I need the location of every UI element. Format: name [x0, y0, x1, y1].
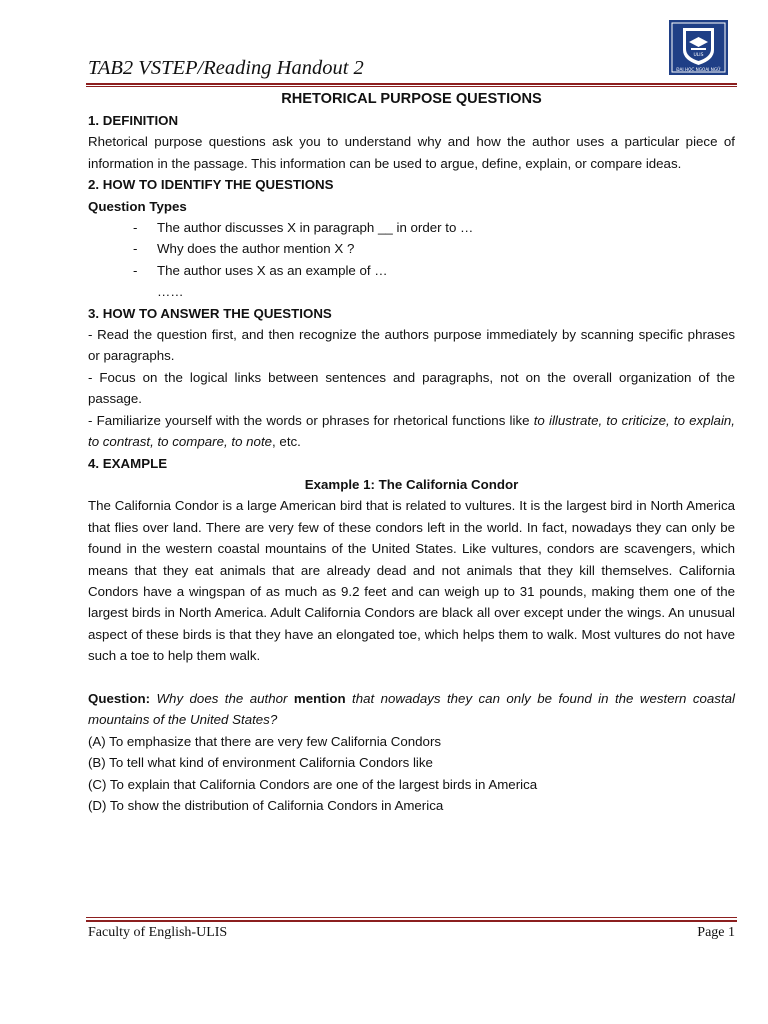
handout-content	[88, 88, 735, 816]
logo-text: ĐẠI HỌC NGOẠI NGỮ	[676, 67, 721, 72]
list-item: - Why does the author mention X ?	[133, 241, 355, 257]
answer-tip-1: - Read the question first, and then recognize the authors purpose immediately by scanning specific phrases or paragraphs.	[88, 327, 735, 364]
example-title: Example 1: The California Condor	[304, 476, 519, 492]
page-number: Page 1	[697, 925, 735, 940]
ulis-logo	[669, 20, 728, 75]
header-title: TAB2 VSTEP/Reading Handout 2	[88, 57, 364, 79]
question-types-heading: Question Types	[88, 198, 187, 214]
header-rule	[86, 83, 737, 85]
answer-option-a: (A) To emphasize that there are very few California Condors	[88, 733, 442, 749]
definition-heading: 1. DEFINITION	[88, 113, 179, 128]
document-title: RHETORICAL PURPOSE QUESTIONS	[281, 91, 542, 107]
example-heading: 4. EXAMPLE	[88, 455, 168, 471]
list-item: - The author discusses X in paragraph __ in order to …	[133, 220, 474, 236]
footer-left: Faculty of English-ULIS	[88, 925, 228, 940]
footer-rule	[86, 920, 737, 922]
definition-text: Rhetorical purpose questions ask you to understand why and how the author uses a particular piece of information in the passage. This information can be used to argue, define, explain, or compare ideas.	[88, 134, 735, 171]
answer-option-b: (B) To tell what kind of environment California Condors like	[88, 755, 433, 771]
answer-heading: 3. HOW TO ANSWER THE QUESTIONS	[88, 305, 332, 321]
example-question: Question: Why does the author mention that nowadays they can only be found in the western coastal mountains of the United States?	[88, 690, 736, 728]
footer-rule-thin	[86, 917, 737, 918]
example-passage: The California Condor is a large American bird that is related to vultures. It is the largest bird in North America that flies over land. There are very few of these condors left in the world. In fact, nowadays they can only be found in the western coastal mountains of the United States. Like vultures, condors are scavengers, which means that they eat animals that are already dead and not animals that they kill themselves. California Condors have a wingspan of as much as 9.2 feet and can weigh up to 31 pounds, making them one of the largest birds in North America. Adult California Condors are black all over except under the wings. An unusual aspect of these birds is that they have an elongated toe, which helps them to walk. Most vultures do not have such a toe to help them walk.	[88, 498, 735, 664]
logo-small-text: ULIS	[693, 53, 704, 58]
header-rule-thin	[86, 86, 737, 87]
answer-option-d: (D) To show the distribution of California Condors in America	[88, 797, 444, 813]
answer-option-c: (C) To explain that California Condors are one of the largest birds in America	[88, 776, 538, 792]
list-item: - The author uses X as an example of …	[133, 262, 388, 278]
list-item-ellipsis: ……	[157, 284, 184, 300]
question-types-list	[88, 217, 735, 303]
answer-tip-2: - Focus on the logical links between sentences and paragraphs, not on the overall organization of the passage.	[88, 369, 735, 407]
identify-heading: 2. HOW TO IDENTIFY THE QUESTIONS	[88, 177, 334, 193]
answer-tip-3: - Familiarize yourself with the words or phrases for rhetorical functions like to illustrate, to criticize, to explain, to contrast, to compare, to note, etc.	[88, 412, 735, 450]
